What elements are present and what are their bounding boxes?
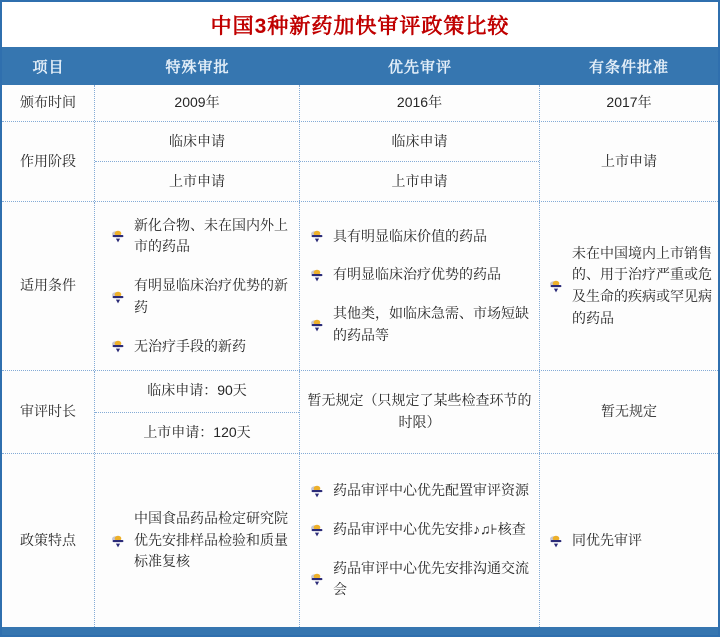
row-applicable-conditions: [2, 202, 718, 371]
cell-features-special: [95, 454, 300, 627]
cell-features-priority: [300, 454, 540, 627]
dart-bullet-icon: [111, 534, 125, 548]
list-item: [111, 508, 291, 573]
list-item: [549, 243, 712, 330]
dart-bullet-icon: [111, 229, 125, 243]
cell-stage-priority: [300, 122, 540, 201]
list-item: [310, 303, 531, 346]
dart-bullet-icon: [549, 279, 563, 293]
list-item: [310, 558, 531, 601]
row-policy-features: [2, 454, 718, 627]
list-item-text: 中国食品药品检定研究院优先安排样品检验和质量标准复核: [134, 509, 288, 570]
cell-stage-special: [95, 122, 300, 201]
header-cell-conditional-approval: 有条件批准: [588, 58, 669, 76]
list-item: [111, 336, 291, 358]
cell-conditions-priority: [300, 202, 540, 370]
header-cell-priority-review: 优先审评: [387, 58, 452, 76]
cell-publish-date-priority: 2016年: [300, 85, 540, 121]
dart-bullet-icon: [310, 484, 324, 498]
row-label-application-stage: 作用阶段: [2, 122, 95, 201]
list-item-text: 无治疗手段的新药: [134, 337, 246, 354]
list-item-text: 未在中国境内上市销售的、用于治疗严重或危及生命的疾病或罕见病的药品: [572, 244, 712, 326]
header-cell-special-approval: 特殊审批: [165, 58, 230, 76]
dart-bullet-icon: [549, 534, 563, 548]
dart-bullet-icon: [310, 572, 324, 586]
table-header-row: [2, 47, 718, 85]
dart-bullet-icon: [310, 268, 324, 282]
list-item-text: 具有明显临床价值的药品: [333, 227, 487, 244]
cell-publish-date-special: 2009年: [95, 85, 300, 121]
list-item: [310, 480, 531, 502]
row-label-policy-features: 政策特点: [2, 454, 95, 627]
row-review-duration: [2, 371, 718, 454]
list-item-text: 药品审评中心优先配置审评资源: [333, 482, 529, 499]
bottom-accent-bar: [2, 627, 718, 635]
cell-publish-date-conditional: 2017年: [606, 94, 652, 111]
dart-bullet-icon: [310, 229, 324, 243]
list-item-text: 新化合物、未在国内外上市的药品: [134, 216, 288, 255]
dart-bullet-icon: [111, 339, 125, 353]
cell-features-conditional: [540, 454, 718, 627]
cell-duration-conditional: 暂无规定: [601, 403, 657, 420]
list-item: [310, 226, 531, 248]
list-item: [549, 530, 712, 552]
cell-duration-priority: 暂无规定（只规定了某些检查环节的时限）: [300, 371, 540, 453]
cell-conditions-special: [95, 202, 300, 370]
row-publish-date: [2, 85, 718, 122]
list-item: [111, 215, 291, 258]
cell-stage-special-clinical: 临床申请: [95, 122, 299, 162]
list-item-text: 药品审评中心优先安排♪♫⊦核查: [333, 520, 526, 537]
table-body: [2, 85, 718, 627]
table-title-bar: [2, 2, 718, 47]
cell-conditions-conditional: [540, 202, 718, 370]
table-title: 中国3种新药加快审评政策比较: [210, 14, 510, 38]
dart-bullet-icon: [111, 290, 125, 304]
list-item: [310, 264, 531, 286]
row-label-review-duration: 审评时长: [2, 371, 95, 453]
cell-stage-special-market: 上市申请: [169, 172, 225, 189]
list-item-text: 药品审评中心优先安排沟通交流会: [333, 559, 529, 598]
row-application-stage: [2, 122, 718, 202]
cell-stage-priority-clinical: 临床申请: [300, 122, 539, 162]
cell-stage-conditional: 上市申请: [601, 152, 657, 169]
cell-stage-priority-market: 上市申请: [391, 172, 448, 189]
cell-duration-special-market: 上市申请：120天: [143, 423, 251, 440]
list-item-text: 有明显临床治疗优势的药品: [333, 266, 501, 283]
list-item: [111, 275, 291, 318]
row-label-publish-date: 颁布时间: [2, 85, 95, 121]
dart-bullet-icon: [310, 318, 324, 332]
cell-duration-special: [95, 371, 300, 453]
list-item-text: 同优先审评: [572, 531, 642, 548]
list-item-text: 其他类，如临床急需、市场短缺的药品等: [333, 305, 529, 343]
dart-bullet-icon: [310, 523, 324, 537]
row-label-applicable-conditions: 适用条件: [2, 202, 95, 370]
list-item: [310, 519, 531, 541]
header-cell-item: 项目: [32, 58, 65, 76]
list-item-text: 有明显临床治疗优势的新药: [134, 277, 288, 315]
cell-duration-special-clinical: 临床申请：90天: [95, 371, 299, 413]
